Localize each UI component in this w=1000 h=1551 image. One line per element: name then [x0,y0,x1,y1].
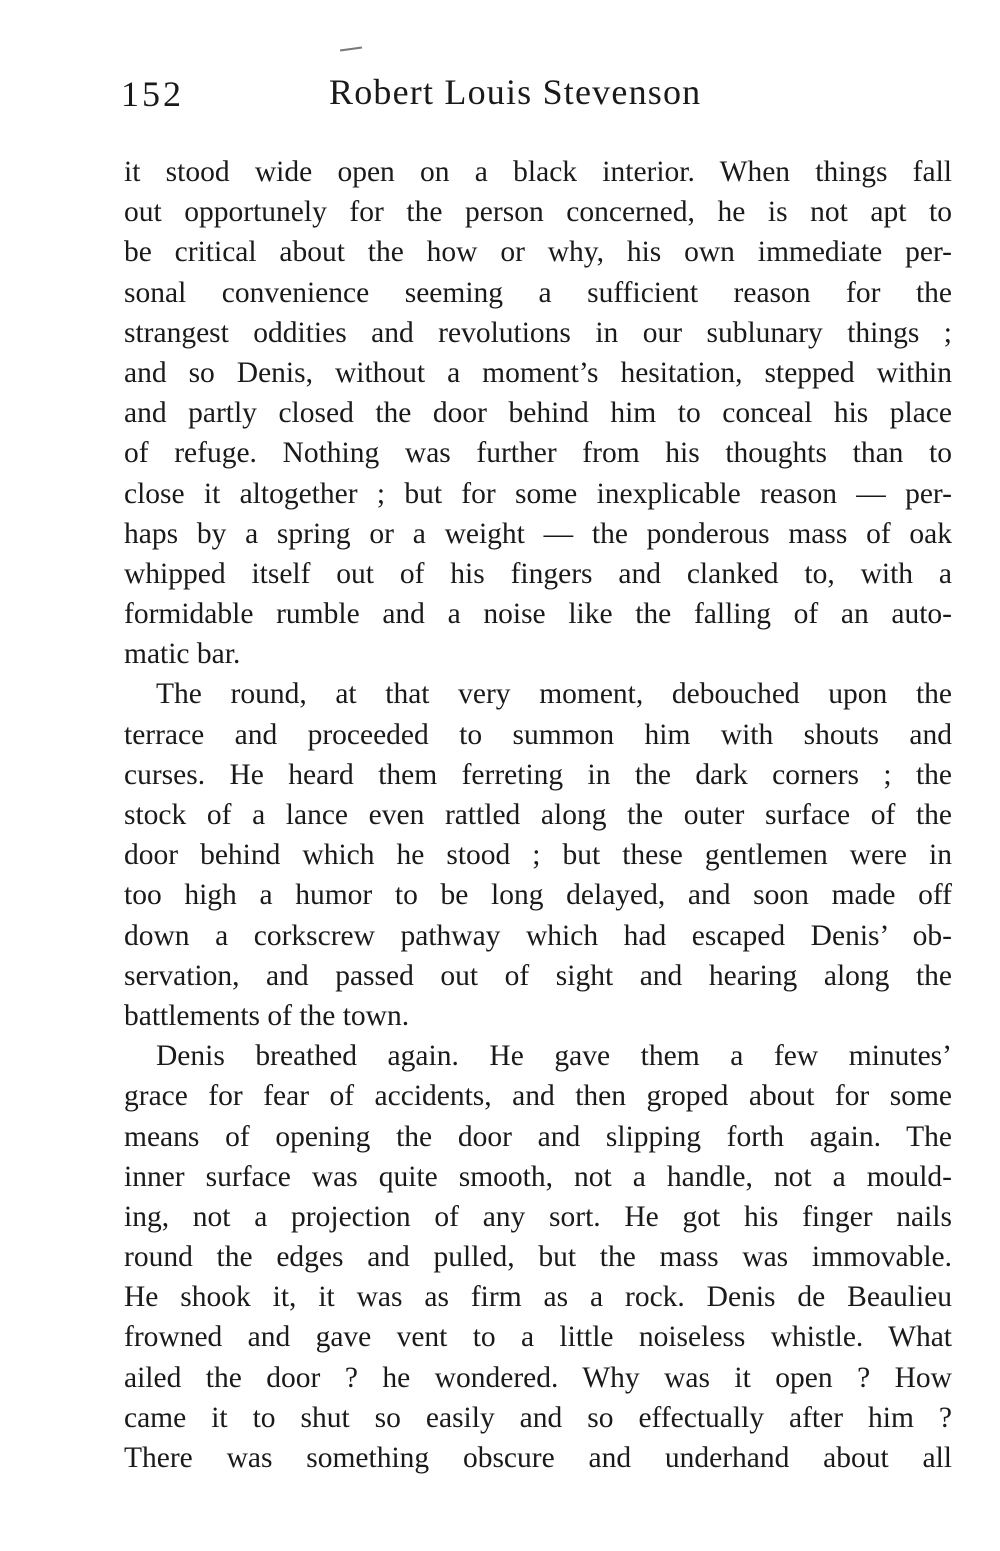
text-line: Denis breathed again. He gave them a few minutes’ [156,1040,952,1073]
paragraph-1 [124,152,952,674]
text-line: He shook it, it was as firm as a rock. Denis de Beaulieu [124,1281,952,1314]
text-line: ailed the door ? he wondered. Why was it open ? How [124,1361,952,1394]
text-line: There was something obscure and underhand about all [124,1442,952,1474]
text-line: matic bar. [124,638,241,671]
text-line: battlements of the town. [124,999,410,1032]
text-line: came it to shut so easily and so effectually after him ? [124,1401,952,1434]
running-title: Robert Louis Stevenson [329,72,702,112]
text-line: inner surface was quite smooth, not a handle, not a mould- [124,1160,952,1193]
paragraph-2 [124,674,952,1036]
text-line: down a corkscrew pathway which had escaped Denis’ ob- [124,919,952,952]
body-text [124,152,952,1478]
text-line: and so Denis, without a moment’s hesitation, stepped within [124,356,952,389]
text-line: it stood wide open on a black interior. When things fall [124,156,952,188]
text-line: curses. He heard them ferreting in the dark corners ; the [124,758,952,791]
text-line: haps by a spring or a weight — the ponderous mass of oak [124,517,952,550]
text-line: and partly closed the door behind him to conceal his place [124,397,952,430]
paragraph-3 [124,1036,952,1478]
page-number: 152 [121,74,184,114]
text-line: formidable rumble and a noise like the falling of an auto- [124,598,952,631]
text-line: door behind which he stood ; but these gentlemen were in [124,839,952,872]
text-line: servation, and passed out of sight and hearing along the [124,959,952,992]
text-line: frowned and gave vent to a little noiseless whistle. What [124,1321,952,1354]
text-line: sonal convenience seeming a sufficient reason for the [124,276,952,309]
text-line: strangest oddities and revolutions in our sublunary things ; [124,316,952,349]
text-line: The round, at that very moment, debouched upon the [156,678,952,711]
text-line: round the edges and pulled, but the mass was immovable. [124,1241,952,1274]
text-line: be critical about the how or why, his own immediate per- [124,236,952,269]
text-line: close it altogether ; but for some inexplicable reason — per- [124,477,952,510]
text-line: stock of a lance even rattled along the outer surface of the [124,799,952,831]
text-line: terrace and proceeded to summon him with shouts and [124,718,952,751]
print-mark [340,46,362,51]
text-line: whipped itself out of his fingers and clanked to, with a [124,557,952,590]
text-line: grace for fear of accidents, and then groped about for some [124,1080,952,1113]
text-line: of refuge. Nothing was further from his thoughts than to [124,437,952,470]
text-line: means of opening the door and slipping forth again. The [124,1120,952,1153]
text-line: out opportunely for the person concerned, he is not apt to [124,196,952,229]
text-line: too high a humor to be long delayed, and soon made off [124,879,952,912]
text-line: ing, not a projection of any sort. He got his finger nails [124,1200,952,1233]
